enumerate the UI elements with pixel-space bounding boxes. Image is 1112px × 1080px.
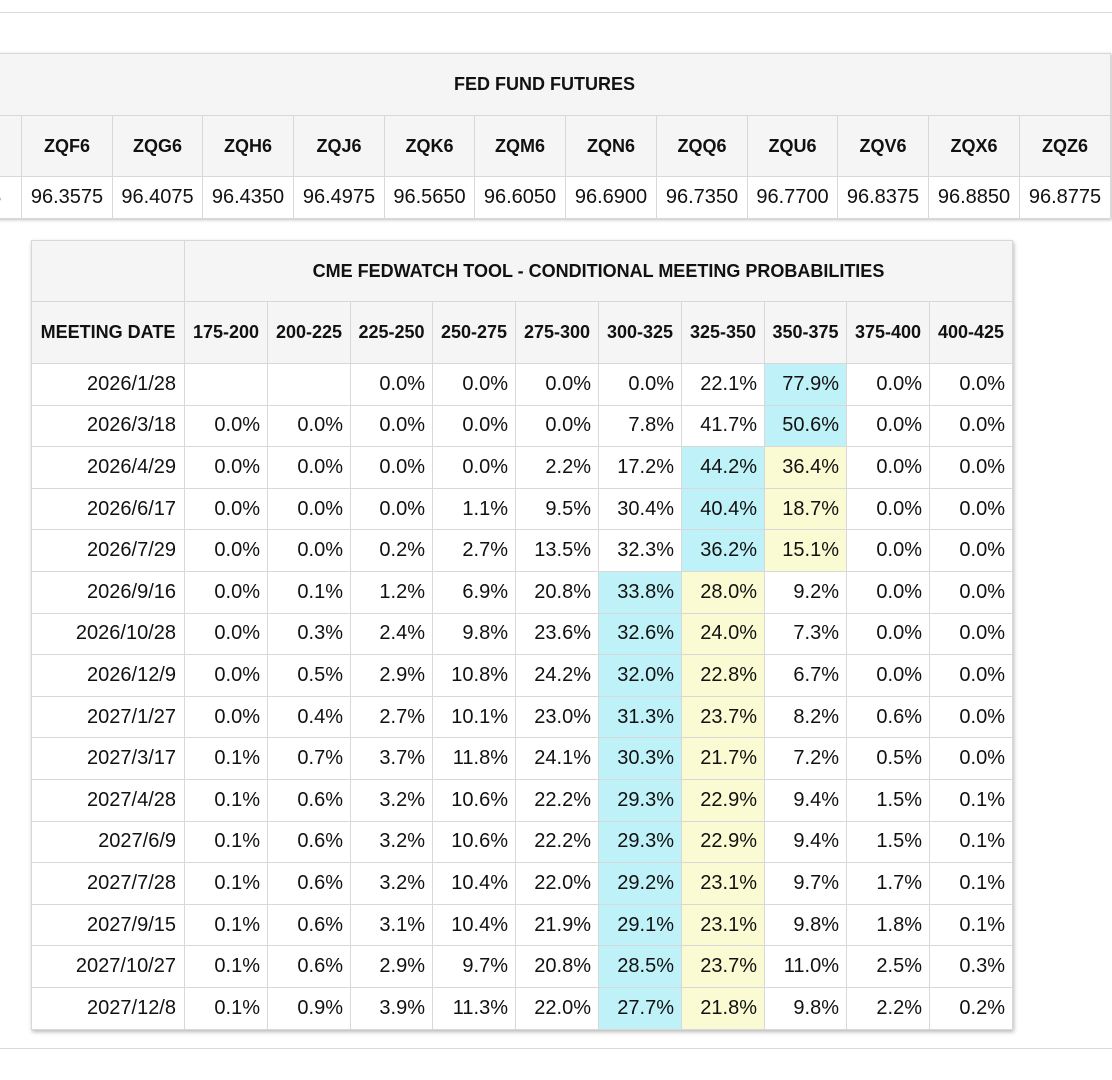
probability-cell	[268, 364, 351, 406]
probability-cell: 1.8%	[847, 904, 930, 946]
probability-cell: 0.0%	[930, 738, 1013, 780]
probability-cell: 0.6%	[268, 904, 351, 946]
futures-codes-row	[0, 116, 1111, 177]
probability-cell: 29.3%	[599, 821, 682, 863]
probability-cell: 0.1%	[185, 904, 268, 946]
probability-cell: 1.7%	[847, 863, 930, 905]
meeting-date: 2026/4/29	[32, 447, 185, 489]
probability-cell: 0.0%	[930, 696, 1013, 738]
probability-cell: 11.3%	[433, 987, 516, 1029]
probability-cell: 0.1%	[185, 863, 268, 905]
probability-cell: 9.4%	[765, 821, 847, 863]
probability-cell: 7.8%	[599, 405, 682, 447]
futures-contract-code: ZQQ6	[657, 116, 748, 177]
meeting-date: 2027/7/28	[32, 863, 185, 905]
probability-cell: 0.1%	[185, 946, 268, 988]
probability-cell: 0.1%	[185, 987, 268, 1029]
probability-cell: 29.3%	[599, 779, 682, 821]
probability-cell: 0.4%	[268, 696, 351, 738]
probability-cell: 2.2%	[847, 987, 930, 1029]
futures-contract-price: 96.4350	[203, 177, 294, 219]
meeting-date: 2026/12/9	[32, 655, 185, 697]
futures-title: FED FUND FUTURES	[0, 54, 1111, 116]
bottom-divider	[0, 1048, 1112, 1049]
probability-cell: 0.0%	[185, 613, 268, 655]
probability-cell: 1.5%	[847, 779, 930, 821]
probability-cell: 9.7%	[433, 946, 516, 988]
probability-cell: 6.7%	[765, 655, 847, 697]
probability-cell: 22.9%	[682, 821, 765, 863]
rate-range-header: 325-350	[682, 302, 765, 364]
fedwatch-title: CME FEDWATCH TOOL - CONDITIONAL MEETING PROBABILITIES	[185, 241, 1013, 302]
meeting-date: 2027/12/8	[32, 987, 185, 1029]
futures-prices-row	[0, 177, 1111, 219]
meeting-row	[32, 987, 1013, 1029]
futures-contract-code: ZQM6	[475, 116, 566, 177]
probability-cell: 9.4%	[765, 779, 847, 821]
probability-cell: 2.7%	[433, 530, 516, 572]
futures-contract-price: 96.8850	[929, 177, 1020, 219]
probability-cell: 0.6%	[268, 779, 351, 821]
probability-cell: 9.8%	[765, 987, 847, 1029]
probability-cell: 0.0%	[847, 364, 930, 406]
probability-cell: 0.1%	[185, 821, 268, 863]
probability-cell: 22.2%	[516, 821, 599, 863]
probability-cell: 7.3%	[765, 613, 847, 655]
probability-cell: 20.8%	[516, 571, 599, 613]
probability-cell: 1.2%	[351, 571, 433, 613]
fed-fund-futures-panel	[0, 53, 1111, 219]
probability-cell: 0.0%	[351, 488, 433, 530]
probability-cell: 0.1%	[930, 863, 1013, 905]
meeting-date: 2027/3/17	[32, 738, 185, 780]
probability-cell: 0.0%	[516, 364, 599, 406]
probability-cell: 0.0%	[930, 655, 1013, 697]
futures-contract-code: ZQG6	[113, 116, 203, 177]
probability-cell: 3.1%	[351, 904, 433, 946]
fedwatch-header-row	[32, 302, 1013, 364]
futures-contract-price: 96.4075	[113, 177, 203, 219]
probability-cell: 28.5%	[599, 946, 682, 988]
rate-range-header: 175-200	[185, 302, 268, 364]
meeting-row	[32, 655, 1013, 697]
meeting-date: 2026/3/18	[32, 405, 185, 447]
meeting-date: 2027/1/27	[32, 696, 185, 738]
futures-contract-price: 96.3575	[22, 177, 113, 219]
probability-cell: 28.0%	[682, 571, 765, 613]
probability-cell: 15.1%	[765, 530, 847, 572]
probability-cell: 0.1%	[185, 738, 268, 780]
futures-contract-code: ZQF6	[22, 116, 113, 177]
probability-cell: 3.9%	[351, 987, 433, 1029]
probability-cell: 9.7%	[765, 863, 847, 905]
probability-cell: 17.2%	[599, 447, 682, 489]
futures-contract-code: ZQJ6	[294, 116, 385, 177]
probability-cell: 0.0%	[930, 488, 1013, 530]
meeting-row	[32, 863, 1013, 905]
probability-cell: 0.3%	[930, 946, 1013, 988]
probability-cell: 0.0%	[268, 530, 351, 572]
probability-cell: 0.0%	[930, 530, 1013, 572]
probability-cell: 1.5%	[847, 821, 930, 863]
meeting-date: 2026/6/17	[32, 488, 185, 530]
meeting-date: 2027/10/27	[32, 946, 185, 988]
probability-cell: 0.1%	[930, 904, 1013, 946]
probability-cell: 30.4%	[599, 488, 682, 530]
rate-range-header: 350-375	[765, 302, 847, 364]
probability-cell: 0.0%	[516, 405, 599, 447]
probability-cell: 0.0%	[930, 613, 1013, 655]
futures-price-partial	[0, 177, 22, 219]
meeting-date: 2027/4/28	[32, 779, 185, 821]
rate-range-header: 275-300	[516, 302, 599, 364]
probability-cell: 22.0%	[516, 987, 599, 1029]
probability-cell: 8.2%	[765, 696, 847, 738]
probability-cell: 0.1%	[268, 571, 351, 613]
probability-cell: 31.3%	[599, 696, 682, 738]
probability-cell: 1.1%	[433, 488, 516, 530]
meeting-row	[32, 696, 1013, 738]
futures-code-partial	[0, 116, 22, 177]
probability-cell: 23.1%	[682, 904, 765, 946]
meeting-row	[32, 405, 1013, 447]
probability-cell: 23.7%	[682, 946, 765, 988]
rate-range-header: 225-250	[351, 302, 433, 364]
probability-cell: 0.0%	[185, 488, 268, 530]
probability-cell: 2.4%	[351, 613, 433, 655]
probability-cell: 0.0%	[847, 655, 930, 697]
rate-range-header: 250-275	[433, 302, 516, 364]
probability-cell	[185, 364, 268, 406]
probability-cell: 27.7%	[599, 987, 682, 1029]
probability-cell: 32.3%	[599, 530, 682, 572]
probability-cell: 0.0%	[268, 447, 351, 489]
futures-contract-code: ZQX6	[929, 116, 1020, 177]
fedwatch-corner-cell	[32, 241, 185, 302]
probability-cell: 0.0%	[185, 655, 268, 697]
probability-cell: 10.6%	[433, 779, 516, 821]
probability-cell: 7.2%	[765, 738, 847, 780]
probability-cell: 0.0%	[433, 364, 516, 406]
probability-cell: 30.3%	[599, 738, 682, 780]
futures-contract-code: ZQU6	[748, 116, 838, 177]
rate-range-header: 200-225	[268, 302, 351, 364]
probability-cell: 0.6%	[268, 863, 351, 905]
probability-cell: 10.6%	[433, 821, 516, 863]
probability-cell: 0.0%	[185, 405, 268, 447]
probability-cell: 0.0%	[433, 405, 516, 447]
probability-cell: 44.2%	[682, 447, 765, 489]
probability-cell: 2.9%	[351, 655, 433, 697]
probability-cell: 23.0%	[516, 696, 599, 738]
probability-cell: 0.0%	[847, 447, 930, 489]
probability-cell: 0.3%	[268, 613, 351, 655]
fedwatch-body	[32, 364, 1013, 1030]
probability-cell: 36.4%	[765, 447, 847, 489]
meeting-row	[32, 447, 1013, 489]
fedwatch-panel	[31, 240, 1013, 1030]
probability-cell: 0.0%	[930, 571, 1013, 613]
probability-cell: 0.7%	[268, 738, 351, 780]
probability-cell: 2.2%	[516, 447, 599, 489]
probability-cell: 3.2%	[351, 779, 433, 821]
probability-cell: 3.7%	[351, 738, 433, 780]
probability-cell: 22.1%	[682, 364, 765, 406]
probability-cell: 0.0%	[351, 364, 433, 406]
probability-cell: 13.5%	[516, 530, 599, 572]
probability-cell: 10.1%	[433, 696, 516, 738]
probability-cell: 24.1%	[516, 738, 599, 780]
probability-cell: 0.0%	[268, 488, 351, 530]
futures-contract-code: ZQH6	[203, 116, 294, 177]
probability-cell: 40.4%	[682, 488, 765, 530]
probability-cell: 3.2%	[351, 821, 433, 863]
probability-cell: 23.6%	[516, 613, 599, 655]
probability-cell: 21.9%	[516, 904, 599, 946]
meeting-row	[32, 779, 1013, 821]
probability-cell: 32.6%	[599, 613, 682, 655]
probability-cell: 24.0%	[682, 613, 765, 655]
probability-cell: 23.1%	[682, 863, 765, 905]
probability-cell: 10.8%	[433, 655, 516, 697]
meeting-date: 2026/9/16	[32, 571, 185, 613]
probability-cell: 50.6%	[765, 405, 847, 447]
probability-cell: 9.8%	[765, 904, 847, 946]
probability-cell: 0.0%	[433, 447, 516, 489]
probability-cell: 21.7%	[682, 738, 765, 780]
probability-cell: 0.0%	[930, 364, 1013, 406]
futures-contract-price: 96.8775	[1020, 177, 1111, 219]
probability-cell: 6.9%	[433, 571, 516, 613]
probability-cell: 0.2%	[930, 987, 1013, 1029]
probability-cell: 24.2%	[516, 655, 599, 697]
meeting-date: 2026/1/28	[32, 364, 185, 406]
futures-contract-code: ZQK6	[385, 116, 475, 177]
futures-contract-price: 96.6050	[475, 177, 566, 219]
probability-cell: 0.0%	[599, 364, 682, 406]
probability-cell: 0.1%	[930, 821, 1013, 863]
probability-cell: 0.0%	[351, 405, 433, 447]
probability-cell: 77.9%	[765, 364, 847, 406]
rate-range-header: 400-425	[930, 302, 1013, 364]
meeting-row	[32, 613, 1013, 655]
meeting-date: 2026/7/29	[32, 530, 185, 572]
futures-contract-price: 96.5650	[385, 177, 475, 219]
meeting-row	[32, 571, 1013, 613]
meeting-row	[32, 738, 1013, 780]
meeting-date: 2027/6/9	[32, 821, 185, 863]
probability-cell: 18.7%	[765, 488, 847, 530]
probability-cell: 32.0%	[599, 655, 682, 697]
probability-cell: 2.5%	[847, 946, 930, 988]
meeting-row	[32, 488, 1013, 530]
probability-cell: 11.8%	[433, 738, 516, 780]
probability-cell: 10.4%	[433, 904, 516, 946]
probability-cell: 0.0%	[847, 530, 930, 572]
probability-cell: 29.2%	[599, 863, 682, 905]
probability-cell: 33.8%	[599, 571, 682, 613]
meeting-date: 2026/10/28	[32, 613, 185, 655]
probability-cell: 0.0%	[185, 447, 268, 489]
probability-cell: 0.0%	[268, 405, 351, 447]
probability-cell: 9.5%	[516, 488, 599, 530]
probability-cell: 3.2%	[351, 863, 433, 905]
probability-cell: 0.1%	[930, 779, 1013, 821]
probability-cell: 0.5%	[268, 655, 351, 697]
probability-cell: 0.0%	[847, 613, 930, 655]
futures-contract-code: ZQV6	[838, 116, 929, 177]
probability-cell: 2.7%	[351, 696, 433, 738]
rate-range-header: 375-400	[847, 302, 930, 364]
futures-contract-price: 96.7700	[748, 177, 838, 219]
probability-cell: 0.0%	[847, 488, 930, 530]
probability-cell: 0.9%	[268, 987, 351, 1029]
probability-cell: 0.2%	[351, 530, 433, 572]
top-divider	[0, 12, 1112, 13]
probability-cell: 23.7%	[682, 696, 765, 738]
fedwatch-probabilities-table	[31, 240, 1013, 1030]
probability-cell: 0.0%	[847, 405, 930, 447]
probability-cell: 29.1%	[599, 904, 682, 946]
probability-cell: 2.9%	[351, 946, 433, 988]
futures-contract-code: ZQN6	[566, 116, 657, 177]
meeting-row	[32, 946, 1013, 988]
probability-cell: 0.0%	[930, 405, 1013, 447]
rate-range-header: 300-325	[599, 302, 682, 364]
probability-cell: 10.4%	[433, 863, 516, 905]
meeting-date: 2027/9/15	[32, 904, 185, 946]
probability-cell: 22.8%	[682, 655, 765, 697]
probability-cell: 0.0%	[185, 696, 268, 738]
meeting-row	[32, 364, 1013, 406]
futures-contract-code: ZQZ6	[1020, 116, 1111, 177]
probability-cell: 22.0%	[516, 863, 599, 905]
probability-cell: 36.2%	[682, 530, 765, 572]
probability-cell: 9.8%	[433, 613, 516, 655]
probability-cell: 22.9%	[682, 779, 765, 821]
probability-cell: 20.8%	[516, 946, 599, 988]
futures-contract-price: 96.7350	[657, 177, 748, 219]
probability-cell: 0.0%	[930, 447, 1013, 489]
probability-cell: 0.0%	[185, 530, 268, 572]
meeting-row	[32, 821, 1013, 863]
probability-cell: 0.6%	[268, 946, 351, 988]
probability-cell: 0.0%	[847, 571, 930, 613]
fed-fund-futures-table	[0, 53, 1111, 219]
futures-contract-price: 96.4975	[294, 177, 385, 219]
meeting-date-header: MEETING DATE	[32, 302, 185, 364]
probability-cell: 41.7%	[682, 405, 765, 447]
probability-cell: 0.5%	[847, 738, 930, 780]
probability-cell: 0.0%	[185, 571, 268, 613]
probability-cell: 21.8%	[682, 987, 765, 1029]
probability-cell: 0.6%	[847, 696, 930, 738]
meeting-row	[32, 904, 1013, 946]
probability-cell: 22.2%	[516, 779, 599, 821]
probability-cell: 0.0%	[351, 447, 433, 489]
probability-cell: 9.2%	[765, 571, 847, 613]
meeting-row	[32, 530, 1013, 572]
futures-contract-price: 96.8375	[838, 177, 929, 219]
probability-cell: 0.6%	[268, 821, 351, 863]
probability-cell: 0.1%	[185, 779, 268, 821]
futures-contract-price: 96.6900	[566, 177, 657, 219]
probability-cell: 11.0%	[765, 946, 847, 988]
